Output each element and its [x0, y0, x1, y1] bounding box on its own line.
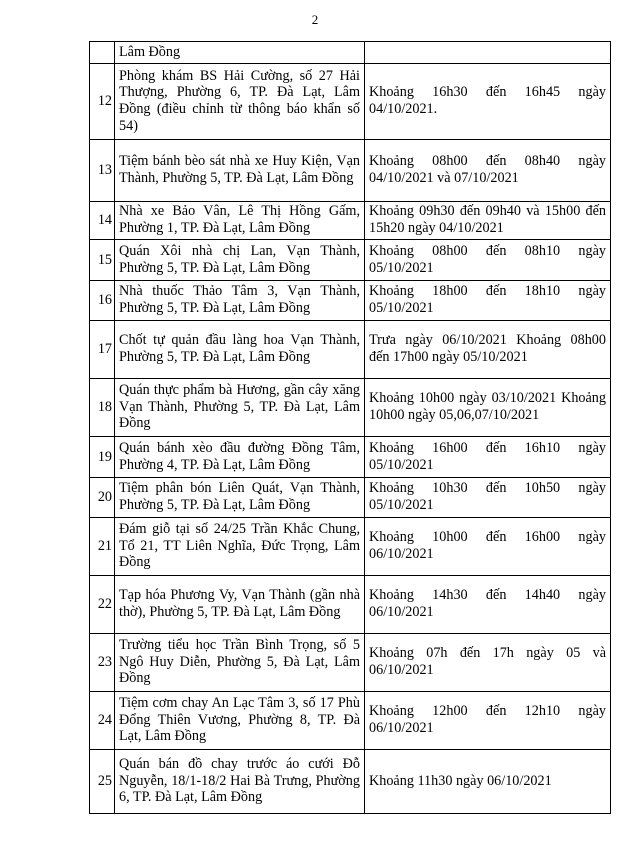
- location-cell: Trường tiểu học Trần Bình Trọng, số 5 Ngô Huy Diễn, Phường 5, Đà Lạt, Lâm Đồng: [115, 634, 365, 692]
- table-row: [90, 140, 611, 202]
- location-cell: Quán thực phẩm bà Hương, gần cây xăng Vạn Thành, Phường 5, TP. Đà Lạt, Lâm Đồng: [115, 379, 365, 437]
- time-cell: Khoảng 10h30 đến 10h50 ngày 05/10/2021: [365, 478, 611, 518]
- time-cell: Khoảng 18h00 đến 18h10 ngày 05/10/2021: [365, 281, 611, 321]
- location-cell: Đám giỗ tại số 24/25 Trần Khắc Chung, Tổ 21, TT Liên Nghĩa, Đức Trọng, Lâm Đồng: [115, 518, 365, 576]
- location-cell: Phòng khám BS Hải Cường, số 27 Hải Thượng, Phường 6, TP. Đà Lạt, Lâm Đồng (điều chỉnh từ thông báo khẩn số 54): [115, 64, 365, 140]
- table-row: [90, 42, 611, 64]
- table-row: [90, 202, 611, 240]
- location-cell: Nhà xe Bảo Vân, Lê Thị Hồng Gấm, Phường 1, TP. Đà Lạt, Lâm Đồng: [115, 202, 365, 240]
- location-cell: Quán bánh xèo đầu đường Đồng Tâm, Phường 4, TP. Đà Lạt, Lâm Đồng: [115, 437, 365, 478]
- row-number: 21: [90, 518, 115, 576]
- row-number: 12: [90, 64, 115, 140]
- row-number: 17: [90, 321, 115, 379]
- location-cell: Tạp hóa Phương Vy, Vạn Thành (gần nhà thờ), Phường 5, TP. Đà Lạt, Lâm Đồng: [115, 576, 365, 634]
- row-number: 15: [90, 240, 115, 281]
- table-row: [90, 518, 611, 576]
- location-cell: Quán bán đồ chay trước áo cưới Đỗ Nguyễn, 18/1-18/2 Hai Bà Trưng, Phường 6, TP. Đà Lạt, Lâm Đồng: [115, 750, 365, 814]
- row-number: 20: [90, 478, 115, 518]
- row-number: 14: [90, 202, 115, 240]
- row-number: 22: [90, 576, 115, 634]
- table-row: [90, 379, 611, 437]
- table-row: [90, 576, 611, 634]
- table-row: [90, 64, 611, 140]
- time-cell: Khoảng 10h00 đến 16h00 ngày 06/10/2021: [365, 518, 611, 576]
- table-row: [90, 281, 611, 321]
- time-cell: Khoảng 16h00 đến 16h10 ngày 05/10/2021: [365, 437, 611, 478]
- row-number: 18: [90, 379, 115, 437]
- location-cell: Tiệm cơm chay An Lạc Tâm 3, số 17 Phù Đổng Thiên Vương, Phường 8, TP. Đà Lạt, Lâm Đồng: [115, 692, 365, 750]
- time-cell: Khoảng 12h00 đến 12h10 ngày 06/10/2021: [365, 692, 611, 750]
- time-cell: Trưa ngày 06/10/2021 Khoảng 08h00 đến 17h00 ngày 05/10/2021: [365, 321, 611, 379]
- time-cell: Khoảng 16h30 đến 16h45 ngày 04/10/2021.: [365, 64, 611, 140]
- row-number: [90, 42, 115, 64]
- page-number: 2: [311, 12, 319, 27]
- row-number: 13: [90, 140, 115, 202]
- time-cell: Khoảng 11h30 ngày 06/10/2021: [365, 750, 611, 814]
- table-row: [90, 478, 611, 518]
- time-cell: [365, 42, 611, 64]
- time-cell: Khoảng 08h00 đến 08h10 ngày 05/10/2021: [365, 240, 611, 281]
- row-number: 24: [90, 692, 115, 750]
- time-cell: Khoảng 07h đến 17h ngày 05 và 06/10/2021: [365, 634, 611, 692]
- location-cell: Lâm Đồng: [115, 42, 365, 64]
- location-cell: Nhà thuốc Thảo Tâm 3, Vạn Thành, Phường 5, TP. Đà Lạt, Lâm Đồng: [115, 281, 365, 321]
- table-row: [90, 692, 611, 750]
- row-number: 23: [90, 634, 115, 692]
- time-cell: Khoảng 10h00 ngày 03/10/2021 Khoảng 10h00 ngày 05,06,07/10/2021: [365, 379, 611, 437]
- table-row: [90, 321, 611, 379]
- row-number: 19: [90, 437, 115, 478]
- table-row: [90, 240, 611, 281]
- table-row: [90, 437, 611, 478]
- location-schedule-table: [89, 41, 611, 814]
- row-number: 16: [90, 281, 115, 321]
- time-cell: Khoảng 08h00 đến 08h40 ngày 04/10/2021 và 07/10/2021: [365, 140, 611, 202]
- location-cell: Quán Xôi nhà chị Lan, Vạn Thành, Phường 5, TP. Đà Lạt, Lâm Đồng: [115, 240, 365, 281]
- location-cell: Chốt tự quản đầu làng hoa Vạn Thành, Phường 5, TP. Đà Lạt, Lâm Đồng: [115, 321, 365, 379]
- location-cell: Tiệm phân bón Liên Quát, Vạn Thành, Phường 5, TP. Đà Lạt, Lâm Đồng: [115, 478, 365, 518]
- table-row: [90, 750, 611, 814]
- table-row: [90, 634, 611, 692]
- time-cell: Khoảng 09h30 đến 09h40 và 15h00 đến 15h20 ngày 04/10/2021: [365, 202, 611, 240]
- row-number: 25: [90, 750, 115, 814]
- time-cell: Khoảng 14h30 đến 14h40 ngày 06/10/2021: [365, 576, 611, 634]
- location-cell: Tiệm bánh bèo sát nhà xe Huy Kiện, Vạn Thành, Phường 5, TP. Đà Lạt, Lâm Đồng: [115, 140, 365, 202]
